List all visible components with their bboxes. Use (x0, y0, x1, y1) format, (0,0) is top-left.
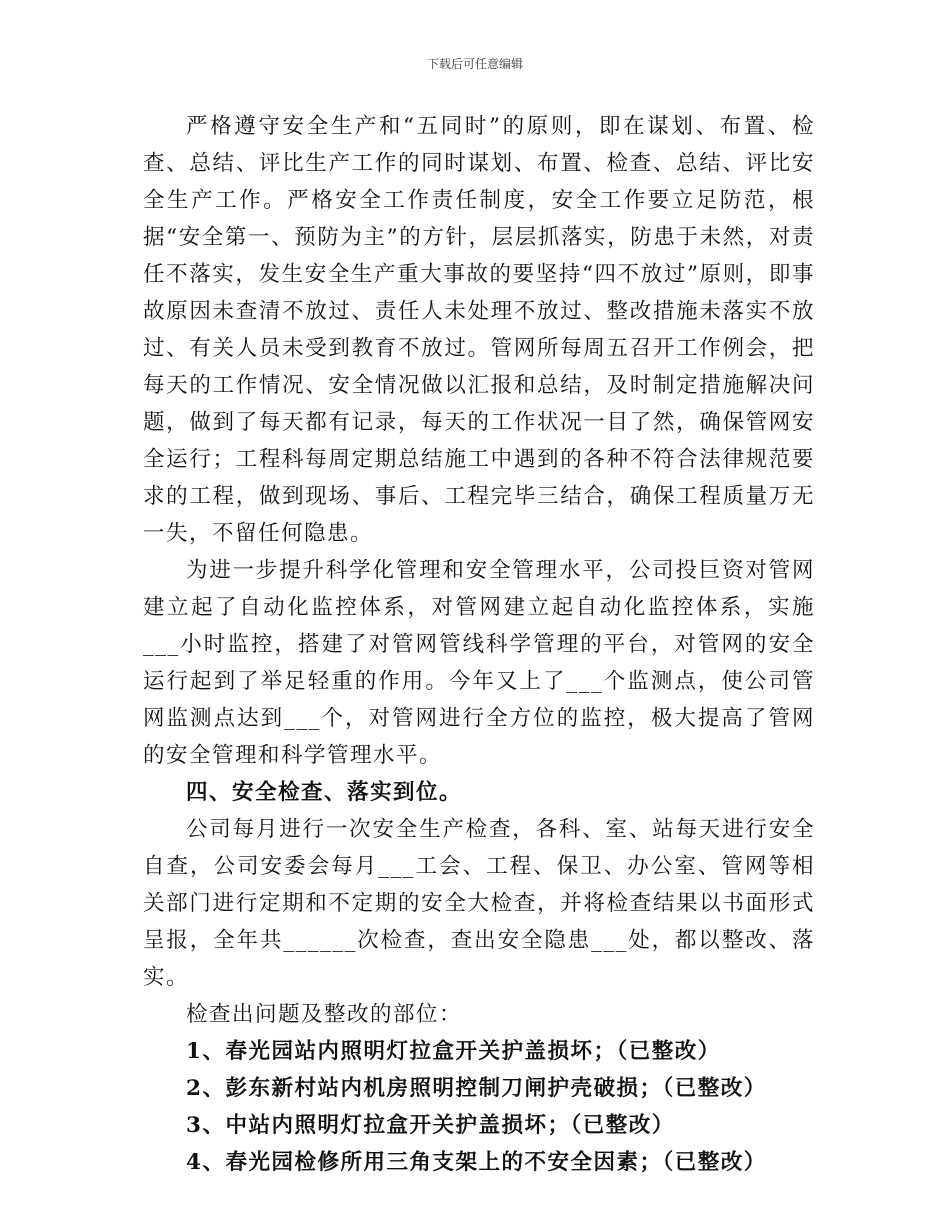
header-note: 下载后可任意编辑 (426, 57, 523, 71)
list-item: 3、中站内照明灯拉盒开关护盖损坏；（已整改） (186, 1113, 675, 1138)
list-item: 2、彭东新村站内机房照明控制刀闸护壳破损；（已整改） (186, 1076, 767, 1101)
paragraph-monitoring-system: 为进一步提升科学化管理和安全管理水平，公司投巨资对管网建立起了自动化监控体系，对管网建立起自动化监控体系，实施___小时监控，搭建了对管网管线科学管理的平台，对管网的安全运行起到了举足轻重的作用。今年又上了___个监测点，使公司管网监测点达到___个，对管网进行全方位的监控，极大提高了管网的安全管理和科学管理水平。 (143, 558, 815, 768)
paragraph-issues-intro: 检查出问题及整改的部位： (186, 1002, 463, 1027)
document-body (143, 108, 815, 1181)
paragraph-monthly-inspection: 公司每月进行一次安全生产检查，各科、室、站每天进行安全自查，公司安委会每月___工会、工程、保卫、办公室、管网等相关部门进行定期和不定期的安全大检查，并将检查结果以书面形式呈报，全年共______次检查，查出安全隐患___处，都以整改、落实。 (143, 817, 815, 990)
list-item: 1、春光园站内照明灯拉盒开关护盖损坏；（已整改） (186, 1039, 721, 1064)
paragraph-safety-principles: 严格遵守安全生产和“五同时”的原则，即在谋划、布置、检查、总结、评比生产工作的同时谋划、布置、检查、总结、评比安全生产工作。严格安全工作责任制度，安全工作要立足防范，根据“安全第一、预防为主”的方针，层层抓落实，防患于未然，对责任不落实，发生安全生产重大事故的要坚持“四不放过”原则，即事故原因未查清不放过、责任人未处理不放过、整改措施未落实不放过、有关人员未受到教育不放过。管网所每周五召开工作例会，把每天的工作情况、安全情况做以汇报和总结，及时制定措施解决问题，做到了每天都有记录，每天的工作状况一目了然，确保管网安全运行；工程科每周定期总结施工中遇到的各种不符合法律规范要求的工程，做到现场、事后、工程完毕三结合，确保工程质量万无一失，不留任何隐患。 (143, 114, 815, 546)
list-item: 4、春光园检修所用三角支架上的不安全因素；（已整改） (186, 1150, 767, 1175)
section-heading-safety-inspection: 四、安全检查、落实到位。 (186, 780, 463, 805)
